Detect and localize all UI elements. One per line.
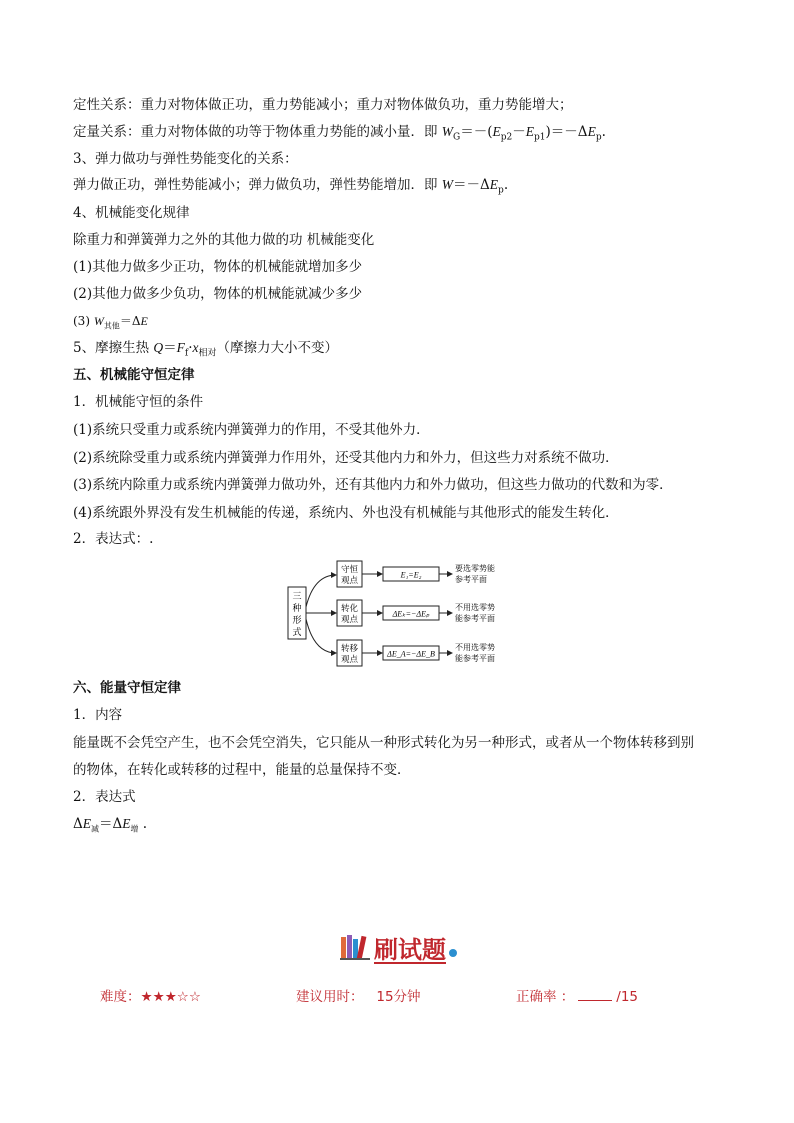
diagram-box-label: 观点: [340, 655, 359, 665]
text-line: 定性关系：重力对物体做正功，重力势能减小；重力对物体做负功，重力势能增大；: [73, 97, 573, 113]
text-line: (3) $W_{其他}=\Delta E$: [73, 314, 148, 331]
diagram-note: 要选零势能: [455, 564, 495, 573]
section-brand: [340, 930, 457, 964]
diagram-box-label: 守恒: [340, 565, 359, 575]
diagram-note: 能参考平面: [455, 654, 495, 663]
text-line: 除重力和弹簧弹力之外的其他力做的功 机械能变化: [73, 232, 375, 248]
section-heading: 五、机械能守恒定律: [73, 367, 195, 383]
text-line: 2．表达式：.: [73, 531, 154, 547]
accuracy-blank[interactable]: [578, 988, 612, 1001]
text-line: 能量既不会凭空产生，也不会凭空消失，它只能从一种形式转化为另一种形式，或者从一个物体转移到别: [73, 735, 694, 751]
diagram-root-char: 三: [292, 592, 302, 602]
diagram-formula: ΔE_A=−ΔE_B: [387, 649, 435, 659]
diagram-note: 不用选零势: [455, 603, 495, 612]
diagram-arrow: [306, 619, 336, 653]
difficulty-stars: ★★★☆☆: [140, 989, 202, 1005]
accuracy: [516, 985, 638, 1005]
section-heading: 六、能量守恒定律: [73, 680, 181, 696]
suggested-time: [296, 985, 421, 1005]
text-line: (3)系统内除重力或系统内弹簧弹力做功外，还有其他内力和外力做功，但这些力做功的代数和为零．: [73, 477, 673, 493]
diagram-note: 能参考平面: [455, 614, 495, 623]
text-line: (1)系统只受重力或系统内弹簧弹力的作用，不受其他外力．: [73, 422, 430, 438]
energy-forms-diagram: [286, 557, 516, 669]
brand-title: 刷试题: [374, 935, 446, 964]
diagram-box-label: 观点: [340, 576, 359, 586]
text-line: (2)其他力做多少负功，物体的机械能就减少多少: [73, 286, 363, 302]
text-line: 5、摩擦生热 $Q=F_f\cdot x_{相对}$（摩擦力大小不变）: [73, 340, 339, 359]
difficulty: [100, 985, 201, 1005]
text-line: 4、机械能变化规律: [73, 205, 190, 221]
text-line: 1．内容: [73, 707, 123, 723]
diagram-box-label: 转化: [340, 604, 359, 614]
diagram-root-char: 形: [292, 616, 302, 626]
diagram-formula: ΔEₖ=−ΔEₚ: [392, 609, 430, 619]
diagram-row: [337, 600, 495, 626]
brand-dot: [449, 949, 457, 957]
diagram-box-label: 转移: [340, 644, 359, 654]
text-line: 1．机械能守恒的条件: [73, 394, 204, 410]
diagram-row: [337, 561, 495, 587]
text-line: (1)其他力做多少正功，物体的机械能就增加多少: [73, 259, 363, 275]
difficulty-label: 难度：: [100, 989, 141, 1005]
diagram-row: [337, 640, 495, 666]
text-line: 3、弹力做功与弹性势能变化的关系：: [73, 151, 298, 167]
accuracy-label: 正确率 ：: [516, 989, 575, 1005]
accuracy-total: /15: [616, 989, 639, 1005]
text-line: 弹力做正功，弹性势能减小；弹力做负功，弹性势能增加．即 $W=-\Delta E_p$.: [73, 177, 509, 196]
diagram-note: 参考平面: [455, 575, 487, 584]
diagram-formula: E₁=E₂: [400, 570, 422, 580]
time-label: 建议用时：: [296, 989, 364, 1005]
text-line: (4)系统跟外界没有发生机械能的传递，系统内、外也没有机械能与其他形式的能发生转化．: [73, 505, 619, 521]
text-line: $\Delta E_减=\Delta E_增$ .: [73, 816, 148, 834]
diagram-box-label: 观点: [340, 615, 359, 625]
diagram-note: 不用选零势: [455, 643, 495, 652]
text-line: 定量关系：重力对物体做的功等于物体重力势能的减小量．即 $W_G=-(E_{p2}-E_{p1})=-\Delta E_p$.: [73, 124, 606, 143]
diagram-root-char: 种: [292, 604, 302, 614]
text-line: 2．表达式: [73, 789, 136, 805]
diagram-arrow: [306, 575, 336, 607]
books-icon: [340, 934, 370, 960]
diagram-root-char: 式: [292, 628, 302, 638]
text-line: (2)系统除受重力或系统内弹簧弹力作用外，还受其他内力和外力，但这些力对系统不做功．: [73, 450, 619, 466]
time-value: 15分钟: [376, 989, 421, 1005]
text-line: 的物体，在转化或转移的过程中，能量的总量保持不变．: [73, 762, 411, 778]
